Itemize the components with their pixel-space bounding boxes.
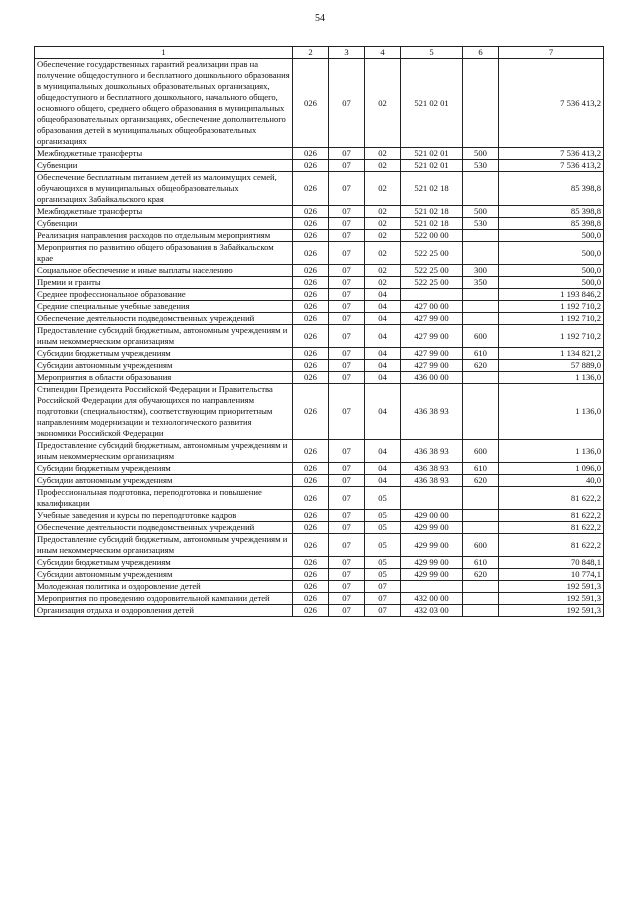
- table-row: [35, 325, 604, 348]
- row-amount-cell: 1 134 821,2: [499, 348, 604, 360]
- row-section-cell: 07: [329, 384, 365, 440]
- row-subsection-cell: 02: [365, 148, 401, 160]
- row-subsection-cell: 07: [365, 581, 401, 593]
- row-section-cell: 07: [329, 277, 365, 289]
- row-subsection-cell: 04: [365, 360, 401, 372]
- row-ved-cell: 026: [293, 59, 329, 148]
- header-cell-2: 2: [293, 47, 329, 59]
- row-target-article-cell: 427 99 00: [401, 348, 463, 360]
- row-subsection-cell: 02: [365, 242, 401, 265]
- row-subsection-cell: 04: [365, 325, 401, 348]
- row-expense-type-cell: [463, 487, 499, 510]
- row-expense-type-cell: 620: [463, 475, 499, 487]
- row-amount-cell: 7 536 413,2: [499, 148, 604, 160]
- row-subsection-cell: 04: [365, 463, 401, 475]
- row-expense-type-cell: 620: [463, 569, 499, 581]
- table-row: [35, 348, 604, 360]
- row-name-cell: Предоставление субсидий бюджетным, автономным учреждениям и иным некоммерческим организациям: [35, 325, 293, 348]
- row-amount-cell: 70 848,1: [499, 557, 604, 569]
- row-name-cell: Субсидии автономным учреждениям: [35, 569, 293, 581]
- row-expense-type-cell: [463, 242, 499, 265]
- table-row: [35, 593, 604, 605]
- row-amount-cell: 1 096,0: [499, 463, 604, 475]
- row-amount-cell: 500,0: [499, 277, 604, 289]
- row-expense-type-cell: [463, 510, 499, 522]
- row-ved-cell: 026: [293, 605, 329, 617]
- row-ved-cell: 026: [293, 569, 329, 581]
- table-row: [35, 242, 604, 265]
- row-ved-cell: 026: [293, 348, 329, 360]
- row-section-cell: 07: [329, 325, 365, 348]
- row-target-article-cell: 522 25 00: [401, 242, 463, 265]
- row-subsection-cell: 04: [365, 301, 401, 313]
- row-amount-cell: 81 622,2: [499, 534, 604, 557]
- row-expense-type-cell: 350: [463, 277, 499, 289]
- table-row: [35, 277, 604, 289]
- row-subsection-cell: 05: [365, 510, 401, 522]
- row-name-cell: Обеспечение деятельности подведомственных учреждений: [35, 522, 293, 534]
- row-name-cell: Межбюджетные трансферты: [35, 206, 293, 218]
- table-row: [35, 301, 604, 313]
- table-row: [35, 313, 604, 325]
- row-name-cell: Субсидии автономным учреждениям: [35, 360, 293, 372]
- row-amount-cell: 40,0: [499, 475, 604, 487]
- row-expense-type-cell: 500: [463, 148, 499, 160]
- row-name-cell: Молодежная политика и оздоровление детей: [35, 581, 293, 593]
- header-cell-3: 3: [329, 47, 365, 59]
- row-ved-cell: 026: [293, 301, 329, 313]
- row-target-article-cell: 521 02 01: [401, 160, 463, 172]
- row-section-cell: 07: [329, 605, 365, 617]
- row-target-article-cell: [401, 581, 463, 593]
- table-row: [35, 557, 604, 569]
- row-name-cell: Профессиональная подготовка, переподготовка и повышение квалификации: [35, 487, 293, 510]
- row-ved-cell: 026: [293, 160, 329, 172]
- row-target-article-cell: 522 25 00: [401, 277, 463, 289]
- row-section-cell: 07: [329, 230, 365, 242]
- row-expense-type-cell: [463, 593, 499, 605]
- row-expense-type-cell: [463, 230, 499, 242]
- row-target-article-cell: 436 38 93: [401, 384, 463, 440]
- budget-table: [34, 46, 604, 617]
- table-row: [35, 230, 604, 242]
- row-section-cell: 07: [329, 242, 365, 265]
- table-row: [35, 487, 604, 510]
- row-subsection-cell: 05: [365, 534, 401, 557]
- row-section-cell: 07: [329, 59, 365, 148]
- row-subsection-cell: 02: [365, 172, 401, 206]
- row-target-article-cell: 436 38 93: [401, 463, 463, 475]
- row-name-cell: Стипендии Президента Российской Федерации и Правительства Российской Федерации для обучающихся по направлениям подготовки (специальностям), соответствующим приоритетным направлениям модернизации и технологического развития экономики Российской Федерации: [35, 384, 293, 440]
- table-row: [35, 289, 604, 301]
- row-amount-cell: 1 192 710,2: [499, 301, 604, 313]
- row-subsection-cell: 05: [365, 487, 401, 510]
- header-cell-7: 7: [499, 47, 604, 59]
- table-row: [35, 218, 604, 230]
- row-expense-type-cell: 300: [463, 265, 499, 277]
- row-amount-cell: 192 591,3: [499, 593, 604, 605]
- table-row: [35, 172, 604, 206]
- row-subsection-cell: 02: [365, 160, 401, 172]
- row-subsection-cell: 07: [365, 593, 401, 605]
- row-section-cell: 07: [329, 148, 365, 160]
- row-target-article-cell: 521 02 18: [401, 218, 463, 230]
- row-section-cell: 07: [329, 440, 365, 463]
- row-section-cell: 07: [329, 301, 365, 313]
- row-target-article-cell: 427 99 00: [401, 313, 463, 325]
- row-ved-cell: 026: [293, 277, 329, 289]
- row-amount-cell: 57 889,0: [499, 360, 604, 372]
- row-amount-cell: 81 622,2: [499, 510, 604, 522]
- row-target-article-cell: 432 00 00: [401, 593, 463, 605]
- row-ved-cell: 026: [293, 557, 329, 569]
- row-ved-cell: 026: [293, 534, 329, 557]
- row-expense-type-cell: 500: [463, 206, 499, 218]
- row-name-cell: Обеспечение государственных гарантий реализации прав на получение общедоступного и бесплатного дошкольного образования в муниципальных дошкольных образовательных организациях, общедоступного и бесплатного дошкольного, начального общего, основного общего, среднего общего образования в муниципальных общеобразовательных организациях, обеспечение дополнительного образования детей в муниципальных общеобразовательных организациях: [35, 59, 293, 148]
- row-section-cell: 07: [329, 487, 365, 510]
- row-subsection-cell: 02: [365, 218, 401, 230]
- row-amount-cell: 500,0: [499, 230, 604, 242]
- row-section-cell: 07: [329, 289, 365, 301]
- row-target-article-cell: 521 02 18: [401, 206, 463, 218]
- row-amount-cell: 10 774,1: [499, 569, 604, 581]
- row-name-cell: Обеспечение деятельности подведомственных учреждений: [35, 313, 293, 325]
- header-cell-5: 5: [401, 47, 463, 59]
- row-ved-cell: 026: [293, 148, 329, 160]
- row-subsection-cell: 04: [365, 289, 401, 301]
- row-ved-cell: 026: [293, 372, 329, 384]
- row-name-cell: Мероприятия по проведению оздоровительной кампании детей: [35, 593, 293, 605]
- row-name-cell: Субсидии автономным учреждениям: [35, 475, 293, 487]
- row-name-cell: Социальное обеспечение и иные выплаты населению: [35, 265, 293, 277]
- row-target-article-cell: 427 99 00: [401, 325, 463, 348]
- row-ved-cell: 026: [293, 463, 329, 475]
- row-subsection-cell: 05: [365, 569, 401, 581]
- table-row: [35, 581, 604, 593]
- row-expense-type-cell: 610: [463, 557, 499, 569]
- row-section-cell: 07: [329, 510, 365, 522]
- row-ved-cell: 026: [293, 218, 329, 230]
- row-section-cell: 07: [329, 206, 365, 218]
- row-amount-cell: 1 193 846,2: [499, 289, 604, 301]
- row-ved-cell: 026: [293, 384, 329, 440]
- row-section-cell: 07: [329, 557, 365, 569]
- row-section-cell: 07: [329, 593, 365, 605]
- row-name-cell: Мероприятия по развитию общего образования в Забайкальском крае: [35, 242, 293, 265]
- row-ved-cell: 026: [293, 360, 329, 372]
- row-name-cell: Средние специальные учебные заведения: [35, 301, 293, 313]
- table-row: [35, 510, 604, 522]
- table-row: [35, 360, 604, 372]
- row-subsection-cell: 02: [365, 277, 401, 289]
- row-amount-cell: 1 192 710,2: [499, 325, 604, 348]
- row-target-article-cell: 522 25 00: [401, 265, 463, 277]
- row-section-cell: 07: [329, 569, 365, 581]
- row-amount-cell: 85 398,8: [499, 218, 604, 230]
- row-expense-type-cell: [463, 313, 499, 325]
- row-target-article-cell: 436 00 00: [401, 372, 463, 384]
- row-expense-type-cell: [463, 605, 499, 617]
- row-expense-type-cell: 600: [463, 534, 499, 557]
- row-amount-cell: 1 136,0: [499, 372, 604, 384]
- row-target-article-cell: 521 02 18: [401, 172, 463, 206]
- row-target-article-cell: 521 02 01: [401, 148, 463, 160]
- row-amount-cell: 1 136,0: [499, 384, 604, 440]
- row-name-cell: Субсидии бюджетным учреждениям: [35, 557, 293, 569]
- table-row: [35, 569, 604, 581]
- row-target-article-cell: 429 99 00: [401, 569, 463, 581]
- row-section-cell: 07: [329, 534, 365, 557]
- row-amount-cell: 1 192 710,2: [499, 313, 604, 325]
- row-subsection-cell: 05: [365, 557, 401, 569]
- header-cell-1: 1: [35, 47, 293, 59]
- row-amount-cell: 192 591,3: [499, 605, 604, 617]
- row-ved-cell: 026: [293, 265, 329, 277]
- row-target-article-cell: 427 00 00: [401, 301, 463, 313]
- row-section-cell: 07: [329, 475, 365, 487]
- table-row: [35, 59, 604, 148]
- row-section-cell: 07: [329, 360, 365, 372]
- page-number: 54: [315, 13, 325, 24]
- row-target-article-cell: 436 38 93: [401, 475, 463, 487]
- row-subsection-cell: 02: [365, 59, 401, 148]
- row-amount-cell: 81 622,2: [499, 522, 604, 534]
- row-section-cell: 07: [329, 348, 365, 360]
- row-target-article-cell: 429 00 00: [401, 510, 463, 522]
- row-name-cell: Среднее профессиональное образование: [35, 289, 293, 301]
- row-name-cell: Учебные заведения и курсы по переподготовке кадров: [35, 510, 293, 522]
- row-ved-cell: 026: [293, 487, 329, 510]
- row-amount-cell: 85 398,8: [499, 206, 604, 218]
- row-target-article-cell: 427 99 00: [401, 360, 463, 372]
- header-cell-6: 6: [463, 47, 499, 59]
- row-name-cell: Субсидии бюджетным учреждениям: [35, 348, 293, 360]
- header-cell-4: 4: [365, 47, 401, 59]
- row-name-cell: Субсидии бюджетным учреждениям: [35, 463, 293, 475]
- row-amount-cell: 500,0: [499, 242, 604, 265]
- row-target-article-cell: 521 02 01: [401, 59, 463, 148]
- row-target-article-cell: [401, 487, 463, 510]
- row-expense-type-cell: [463, 372, 499, 384]
- row-amount-cell: 7 536 413,2: [499, 59, 604, 148]
- table-row: [35, 522, 604, 534]
- table-row: [35, 534, 604, 557]
- row-amount-cell: 500,0: [499, 265, 604, 277]
- row-expense-type-cell: 610: [463, 348, 499, 360]
- row-ved-cell: 026: [293, 475, 329, 487]
- row-section-cell: 07: [329, 581, 365, 593]
- row-name-cell: Субвенции: [35, 160, 293, 172]
- row-expense-type-cell: 600: [463, 325, 499, 348]
- row-subsection-cell: 04: [365, 348, 401, 360]
- row-section-cell: 07: [329, 265, 365, 277]
- row-name-cell: Реализация направления расходов по отдельным мероприятиям: [35, 230, 293, 242]
- row-section-cell: 07: [329, 313, 365, 325]
- row-subsection-cell: 05: [365, 522, 401, 534]
- row-expense-type-cell: [463, 581, 499, 593]
- row-expense-type-cell: 610: [463, 463, 499, 475]
- row-subsection-cell: 02: [365, 230, 401, 242]
- row-subsection-cell: 04: [365, 372, 401, 384]
- row-subsection-cell: 07: [365, 605, 401, 617]
- row-name-cell: Предоставление субсидий бюджетным, автономным учреждениям и иным некоммерческим организациям: [35, 534, 293, 557]
- row-section-cell: 07: [329, 463, 365, 475]
- row-section-cell: 07: [329, 160, 365, 172]
- row-ved-cell: 026: [293, 593, 329, 605]
- row-subsection-cell: 02: [365, 206, 401, 218]
- row-amount-cell: 1 136,0: [499, 440, 604, 463]
- row-amount-cell: 192 591,3: [499, 581, 604, 593]
- row-name-cell: Премии и гранты: [35, 277, 293, 289]
- row-amount-cell: 7 536 413,2: [499, 160, 604, 172]
- row-ved-cell: 026: [293, 581, 329, 593]
- row-expense-type-cell: 530: [463, 160, 499, 172]
- row-expense-type-cell: [463, 384, 499, 440]
- row-expense-type-cell: 620: [463, 360, 499, 372]
- row-section-cell: 07: [329, 372, 365, 384]
- table-row: [35, 463, 604, 475]
- row-ved-cell: 026: [293, 440, 329, 463]
- row-section-cell: 07: [329, 172, 365, 206]
- row-subsection-cell: 02: [365, 265, 401, 277]
- row-target-article-cell: 429 99 00: [401, 522, 463, 534]
- row-ved-cell: 026: [293, 510, 329, 522]
- row-ved-cell: 026: [293, 242, 329, 265]
- table-row: [35, 475, 604, 487]
- row-expense-type-cell: [463, 289, 499, 301]
- row-target-article-cell: 436 38 93: [401, 440, 463, 463]
- table-row: [35, 372, 604, 384]
- row-target-article-cell: 522 00 00: [401, 230, 463, 242]
- row-ved-cell: 026: [293, 325, 329, 348]
- row-name-cell: Обеспечение бесплатным питанием детей из малоимущих семей, обучающихся в муниципальных общеобразовательных организациях Забайкальского края: [35, 172, 293, 206]
- row-ved-cell: 026: [293, 289, 329, 301]
- table-row: [35, 440, 604, 463]
- row-section-cell: 07: [329, 218, 365, 230]
- row-ved-cell: 026: [293, 230, 329, 242]
- row-expense-type-cell: 530: [463, 218, 499, 230]
- row-subsection-cell: 04: [365, 313, 401, 325]
- row-section-cell: 07: [329, 522, 365, 534]
- table-row: [35, 265, 604, 277]
- row-ved-cell: 026: [293, 313, 329, 325]
- row-subsection-cell: 04: [365, 384, 401, 440]
- header-row: [35, 47, 604, 59]
- row-name-cell: Предоставление субсидий бюджетным, автономным учреждениям и иным некоммерческим организациям: [35, 440, 293, 463]
- row-name-cell: Мероприятия в области образования: [35, 372, 293, 384]
- table-row: [35, 148, 604, 160]
- row-subsection-cell: 04: [365, 440, 401, 463]
- row-ved-cell: 026: [293, 172, 329, 206]
- row-name-cell: Субвенции: [35, 218, 293, 230]
- row-name-cell: Межбюджетные трансферты: [35, 148, 293, 160]
- row-target-article-cell: 432 03 00: [401, 605, 463, 617]
- table-row: [35, 206, 604, 218]
- row-expense-type-cell: [463, 59, 499, 148]
- row-expense-type-cell: [463, 301, 499, 313]
- row-target-article-cell: 429 99 00: [401, 557, 463, 569]
- row-expense-type-cell: [463, 172, 499, 206]
- row-expense-type-cell: [463, 522, 499, 534]
- row-target-article-cell: 429 99 00: [401, 534, 463, 557]
- row-amount-cell: 81 622,2: [499, 487, 604, 510]
- row-subsection-cell: 04: [365, 475, 401, 487]
- table-row: [35, 384, 604, 440]
- row-name-cell: Организация отдыха и оздоровления детей: [35, 605, 293, 617]
- table-row: [35, 605, 604, 617]
- table-row: [35, 160, 604, 172]
- row-amount-cell: 85 398,8: [499, 172, 604, 206]
- row-ved-cell: 026: [293, 522, 329, 534]
- row-ved-cell: 026: [293, 206, 329, 218]
- row-expense-type-cell: 600: [463, 440, 499, 463]
- row-target-article-cell: [401, 289, 463, 301]
